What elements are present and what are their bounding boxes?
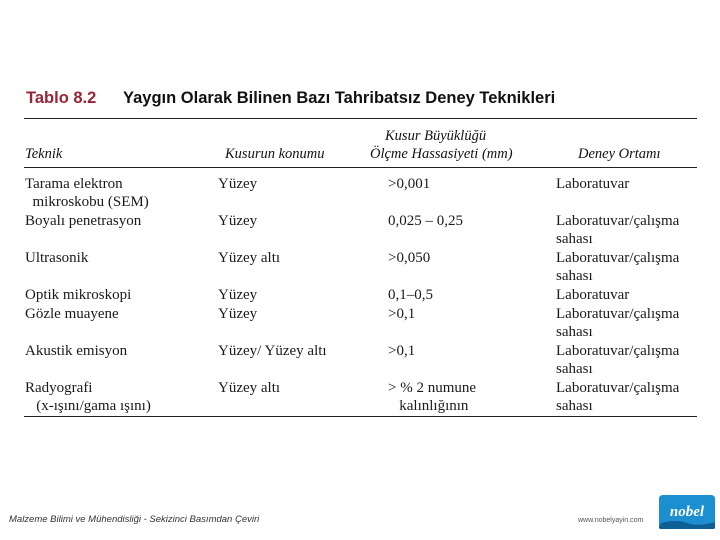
cell-size: > % 2 numune: [388, 380, 477, 396]
table-number: Tablo 8.2: [26, 89, 97, 107]
cell-technique: Tarama elektron: [25, 176, 123, 192]
cell-environment: sahası: [556, 231, 593, 247]
cell-environment: sahası: [556, 398, 593, 414]
cell-location: Yüzey altı: [218, 380, 281, 396]
book-footer: Malzeme Bilimi ve Mühendisliği - Sekizinci Basımdan Çeviri: [9, 514, 260, 525]
cell-environment: Laboratuvar/çalışma: [556, 380, 680, 396]
cell-location: Yüzey altı: [218, 250, 281, 266]
cell-size: 0,025 – 0,25: [388, 213, 463, 229]
cell-environment: sahası: [556, 361, 593, 377]
cell-location: Yüzey: [218, 213, 258, 229]
cell-environment: Laboratuvar: [556, 176, 630, 192]
bottom-rule: [24, 416, 697, 417]
cell-size: >0,050: [388, 250, 431, 266]
top-rule: [24, 118, 697, 119]
publisher-logo: [657, 493, 717, 531]
header-size-line1: Kusur Büyüklüğü: [385, 128, 487, 144]
cell-technique: Ultrasonik: [25, 250, 89, 266]
cell-environment: sahası: [556, 268, 593, 284]
cell-technique: Optik mikroskopi: [25, 287, 132, 303]
cell-size: >0,1: [388, 343, 416, 359]
cell-environment: Laboratuvar/çalışma: [556, 213, 680, 229]
cell-environment: Laboratuvar/çalışma: [556, 306, 680, 322]
cell-size: kalınlığının: [388, 398, 469, 414]
logo-text: nobel: [669, 504, 705, 520]
cell-location: Yüzey: [218, 306, 258, 322]
header-technique: Teknik: [25, 146, 63, 162]
cell-location: Yüzey/ Yüzey altı: [218, 343, 327, 359]
cell-environment: Laboratuvar/çalışma: [556, 250, 680, 266]
cell-size: >0,1: [388, 306, 416, 322]
cell-environment: sahası: [556, 324, 593, 340]
cell-size: >0,001: [388, 176, 431, 192]
cell-location: Yüzey: [218, 176, 258, 192]
cell-technique: (x-ışını/gama ışını): [25, 398, 151, 414]
cell-technique: Boyalı penetrasyon: [25, 213, 142, 229]
cell-environment: Laboratuvar/çalışma: [556, 343, 680, 359]
cell-technique: mikroskobu (SEM): [25, 194, 149, 210]
header-environment: Deney Ortamı: [578, 146, 661, 162]
cell-technique: Gözle muayene: [25, 306, 119, 322]
table-title: Yaygın Olarak Bilinen Bazı Tahribatsız Deney Teknikleri: [123, 89, 556, 107]
cell-technique: Akustik emisyon: [25, 343, 128, 359]
publisher-url: www.nobelyayin.com: [578, 517, 644, 524]
header-size-line2: Ölçme Hassasiyeti (mm): [370, 146, 513, 162]
cell-location: Yüzey: [218, 287, 258, 303]
cell-environment: Laboratuvar: [556, 287, 630, 303]
header-rule: [24, 167, 697, 168]
cell-size: 0,1–0,5: [388, 287, 433, 303]
header-location: Kusurun konumu: [225, 146, 325, 162]
cell-technique: Radyografi: [25, 380, 93, 396]
